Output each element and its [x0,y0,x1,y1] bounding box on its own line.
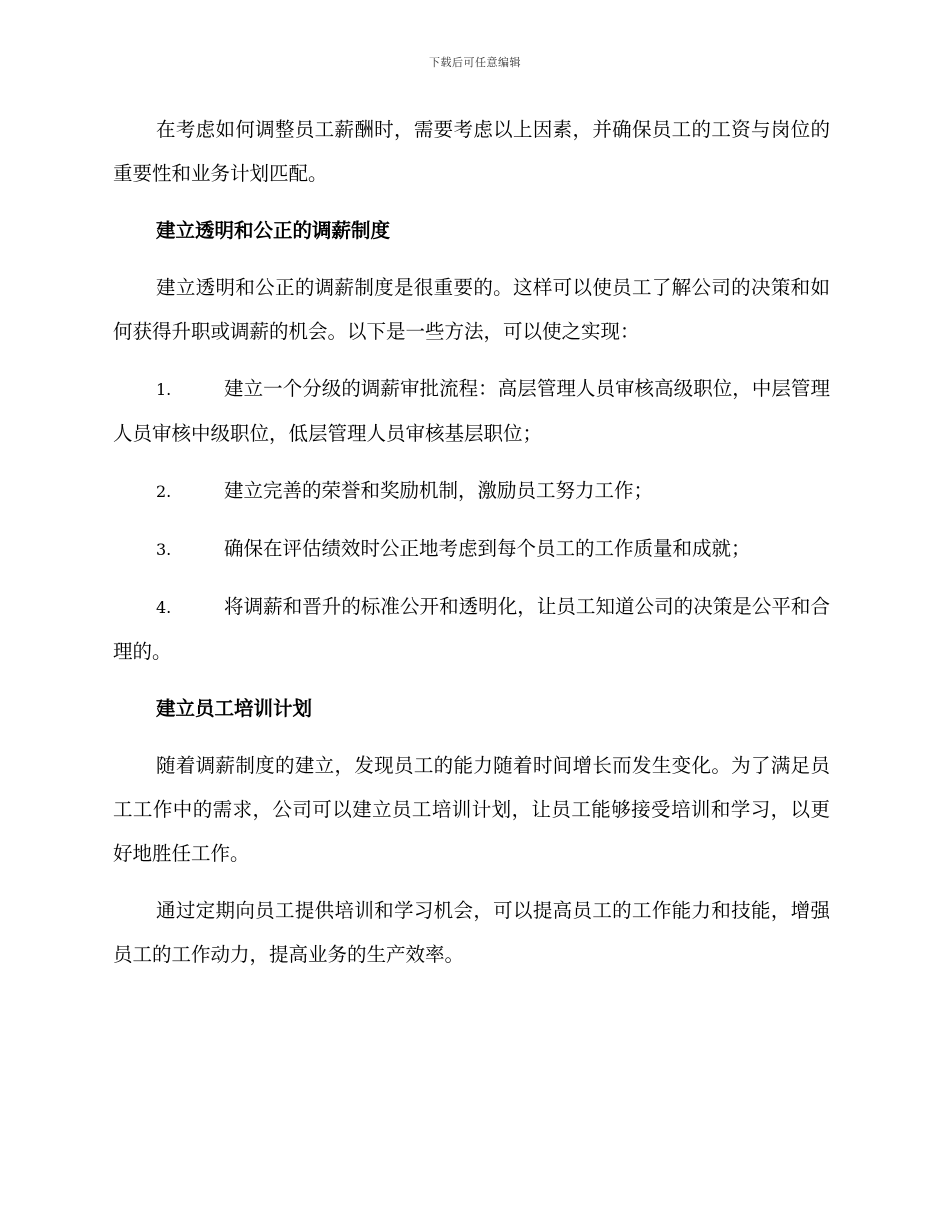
training-paragraph-1: 随着调薪制度的建立，发现员工的能力随着时间增长而发生变化。为了满足员工工作中的需求，公司可以建立员工培训计划，让员工能够接受培训和学习，以更好地胜任工作。 [113,754,830,865]
page-header: 下载后可任意编辑 [429,56,521,69]
list-item-text: 确保在评估绩效时公正地考虑到每个员工的工作质量和成就； [224,537,751,560]
list-item-3 [113,527,830,572]
list-item-2 [113,469,830,514]
section-heading-salary-system: 建立透明和公正的调薪制度 [156,219,391,242]
list-item-text: 建立一个分级的调薪审批流程：高层管理人员审核高级职位，中层管理人员审核中级职位，低层管理人员审核基层职位； [113,377,830,445]
salary-system-paragraph: 建立透明和公正的调薪制度是很重要的。这样可以使员工了解公司的决策和如何获得升职或调薪的机会。以下是一些方法，可以使之实现： [113,276,830,343]
list-number: 1. [156,380,172,399]
document-body [113,108,830,990]
list-number: 2. [156,482,172,501]
list-number: 3. [156,540,172,559]
list-item-4 [113,585,830,674]
list-item-text: 建立完善的荣誉和奖励机制，激励员工努力工作； [224,479,654,502]
intro-paragraph: 在考虑如何调整员工薪酬时，需要考虑以上因素，并确保员工的工资与岗位的重要性和业务计划匹配。 [113,118,830,185]
list-number: 4. [156,598,172,617]
training-paragraph-2: 通过定期向员工提供培训和学习机会，可以提高员工的工作能力和技能，增强员工的工作动力，提高业务的生产效率。 [113,899,830,966]
list-item-1 [113,367,830,456]
section-heading-training: 建立员工培训计划 [156,697,313,720]
list-item-text: 将调薪和晋升的标准公开和透明化，让员工知道公司的决策是公平和合理的。 [113,595,830,663]
